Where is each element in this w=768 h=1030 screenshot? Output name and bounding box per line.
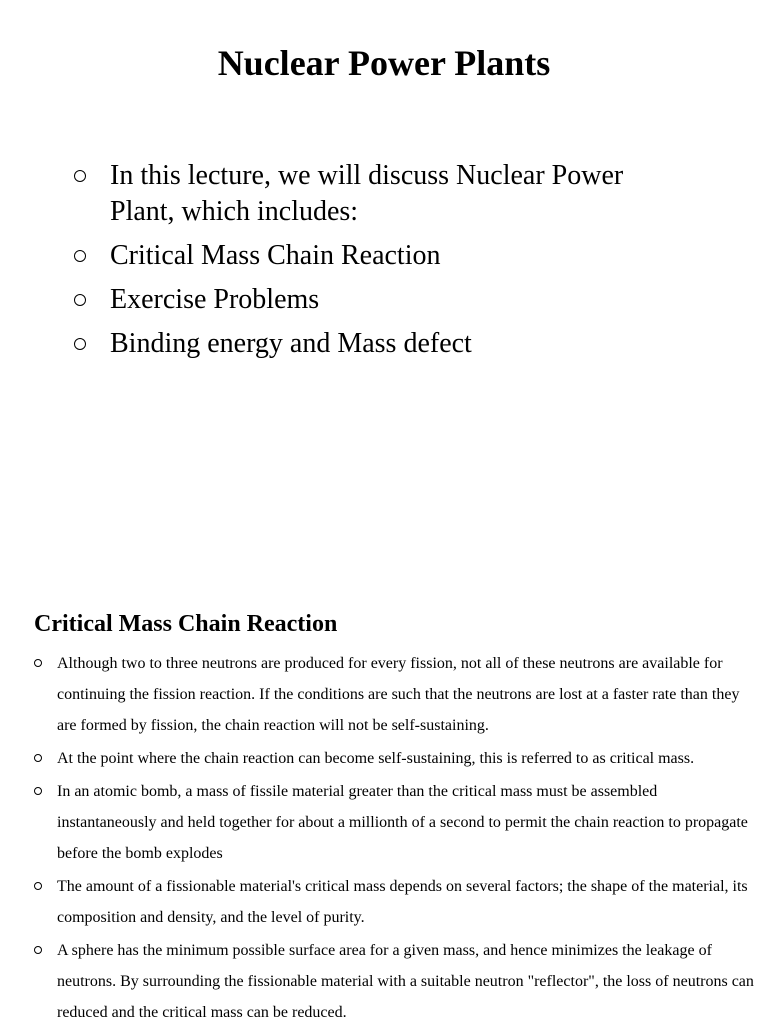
- detail-item-text: In an atomic bomb, a mass of fissile material greater than the critical mass must be assembled instantaneously and held together for about a millionth of a second to permit the chain reaction to propagate before the bomb explodes: [57, 783, 748, 862]
- hollow-circle-bullet-icon: [34, 882, 42, 890]
- detail-list: [34, 648, 756, 1030]
- intro-item: [72, 158, 692, 230]
- hollow-circle-bullet-icon: [34, 787, 42, 795]
- intro-item: [72, 282, 692, 318]
- intro-item-text: Critical Mass Chain Reaction: [110, 240, 441, 271]
- detail-item: [34, 871, 756, 933]
- page-title: Nuclear Power Plants: [217, 43, 551, 83]
- intro-item: [72, 326, 692, 362]
- detail-item: [34, 743, 756, 774]
- detail-item: [34, 776, 756, 869]
- detail-item-text: A sphere has the minimum possible surface area for a given mass, and hence minimizes the leakage of neutrons. By surrounding the fissionable material with a suitable neutron "reflector", the loss of neutrons can reduced and the critical mass can be reduced.: [57, 942, 754, 1021]
- hollow-circle-bullet-icon: [74, 338, 86, 350]
- hollow-circle-bullet-icon: [74, 250, 86, 262]
- intro-list: [72, 158, 692, 370]
- detail-item: [34, 648, 756, 741]
- hollow-circle-bullet-icon: [34, 946, 42, 954]
- intro-item-text: Exercise Problems: [110, 284, 320, 315]
- hollow-circle-bullet-icon: [74, 170, 86, 182]
- intro-item-text: In this lecture, we will discuss Nuclear Power Plant, which includes:: [110, 160, 624, 227]
- detail-item-text: Although two to three neutrons are produced for every fission, not all of these neutrons are available for continuing the fission reaction. If the conditions are such that the neutrons are lost at a faster rate than they are formed by fission, the chain reaction will not be self-sustaining.: [57, 655, 740, 734]
- intro-item-text: Binding energy and Mass defect: [110, 328, 472, 359]
- detail-item: [34, 935, 756, 1028]
- intro-item: [72, 238, 692, 274]
- section-heading: Critical Mass Chain Reaction: [34, 611, 338, 637]
- hollow-circle-bullet-icon: [74, 294, 86, 306]
- hollow-circle-bullet-icon: [34, 754, 42, 762]
- detail-item-text: The amount of a fissionable material's critical mass depends on several factors; the shape of the material, its composition and density, and the level of purity.: [57, 878, 748, 926]
- detail-item-text: At the point where the chain reaction can become self-sustaining, this is referred to as critical mass.: [57, 750, 695, 767]
- hollow-circle-bullet-icon: [34, 659, 42, 667]
